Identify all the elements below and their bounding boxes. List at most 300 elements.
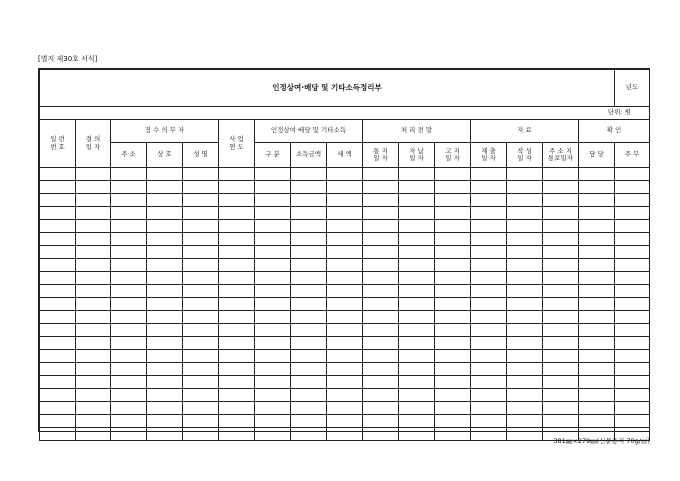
ledger-cell — [255, 311, 291, 324]
ledger-cell — [615, 220, 650, 233]
ledger-cell — [399, 285, 435, 298]
ledger-cell — [147, 298, 183, 311]
ledger-cell — [543, 324, 579, 337]
ledger-cell — [507, 259, 543, 272]
ledger-row — [40, 415, 650, 428]
ledger-cell — [327, 363, 363, 376]
ledger-cell — [399, 168, 435, 181]
ledger-cell — [363, 233, 399, 246]
ledger-cell — [615, 376, 650, 389]
ledger-cell — [40, 428, 76, 441]
ledger-cell — [507, 285, 543, 298]
ledger-cell — [76, 298, 111, 311]
ledger-cell — [363, 272, 399, 285]
ledger-cell — [327, 324, 363, 337]
ledger-cell — [327, 181, 363, 194]
ledger-cell — [219, 207, 255, 220]
ledger-cell — [507, 272, 543, 285]
ledger-cell — [327, 168, 363, 181]
ledger-cell — [399, 194, 435, 207]
ledger-cell — [579, 259, 615, 272]
ledger-cell — [399, 324, 435, 337]
ledger-cell — [543, 246, 579, 259]
ledger-cell — [327, 220, 363, 233]
ledger-cell — [291, 337, 327, 350]
ledger-cell — [579, 207, 615, 220]
ledger-cell — [183, 285, 219, 298]
ledger-cell — [471, 311, 507, 324]
ledger-cell — [291, 272, 327, 285]
header-confirm: 확 인 — [579, 120, 650, 143]
ledger-cell — [579, 168, 615, 181]
ledger-row — [40, 402, 650, 415]
ledger-row — [40, 246, 650, 259]
ledger-cell — [40, 350, 76, 363]
ledger-cell — [471, 376, 507, 389]
ledger-cell — [615, 311, 650, 324]
ledger-cell — [111, 350, 147, 363]
ledger-cell — [183, 389, 219, 402]
header-notification-date: 고 지 일 자 — [435, 143, 471, 168]
ledger-row — [40, 233, 650, 246]
ledger-cell — [111, 363, 147, 376]
ledger-cell — [615, 389, 650, 402]
ledger-cell — [363, 376, 399, 389]
ledger-cell — [291, 246, 327, 259]
ledger-cell — [291, 324, 327, 337]
ledger-cell — [615, 402, 650, 415]
ledger-cell — [40, 402, 76, 415]
ledger-cell — [471, 363, 507, 376]
ledger-cell — [507, 402, 543, 415]
ledger-cell — [363, 220, 399, 233]
ledger-cell — [291, 350, 327, 363]
header-serial-number: 일 련 번 호 — [40, 120, 76, 168]
ledger-cell — [507, 415, 543, 428]
ledger-cell — [579, 272, 615, 285]
ledger-cell — [615, 181, 650, 194]
ledger-cell — [76, 259, 111, 272]
ledger-cell — [183, 194, 219, 207]
ledger-cell — [435, 298, 471, 311]
ledger-cell — [255, 194, 291, 207]
header-tax: 세 액 — [327, 143, 363, 168]
ledger-cell — [76, 246, 111, 259]
ledger-row — [40, 311, 650, 324]
ledger-cell — [76, 428, 111, 441]
ledger-cell — [435, 428, 471, 441]
ledger-cell — [399, 233, 435, 246]
ledger-cell — [40, 246, 76, 259]
ledger-cell — [255, 298, 291, 311]
ledger-cell — [435, 402, 471, 415]
ledger-cell — [363, 259, 399, 272]
ledger-cell — [471, 207, 507, 220]
ledger-cell — [615, 324, 650, 337]
ledger-cell — [291, 220, 327, 233]
ledger-cell — [183, 181, 219, 194]
ledger-cell — [543, 389, 579, 402]
ledger-cell — [399, 402, 435, 415]
ledger-cell — [183, 337, 219, 350]
ledger-cell — [255, 337, 291, 350]
ledger-cell — [615, 233, 650, 246]
ledger-cell — [219, 272, 255, 285]
ledger-row — [40, 324, 650, 337]
ledger-cell — [219, 324, 255, 337]
ledger-cell — [615, 168, 650, 181]
ledger-cell — [219, 415, 255, 428]
ledger-cell — [471, 220, 507, 233]
ledger-cell — [507, 233, 543, 246]
ledger-cell — [147, 181, 183, 194]
ledger-cell — [543, 350, 579, 363]
ledger-cell — [147, 389, 183, 402]
ledger-cell — [40, 298, 76, 311]
ledger-cell — [435, 363, 471, 376]
ledger-cell — [219, 311, 255, 324]
ledger-cell — [76, 233, 111, 246]
ledger-cell — [219, 402, 255, 415]
ledger-cell — [399, 207, 435, 220]
ledger-cell — [327, 259, 363, 272]
ledger-cell — [183, 324, 219, 337]
ledger-cell — [291, 402, 327, 415]
ledger-cell — [579, 389, 615, 402]
ledger-cell — [183, 363, 219, 376]
ledger-cell — [579, 220, 615, 233]
ledger-cell — [183, 298, 219, 311]
ledger-cell — [543, 272, 579, 285]
ledger-cell — [255, 415, 291, 428]
ledger-cell — [543, 181, 579, 194]
ledger-cell — [615, 207, 650, 220]
ledger-cell — [327, 233, 363, 246]
ledger-row — [40, 337, 650, 350]
ledger-cell — [543, 220, 579, 233]
ledger-cell — [40, 207, 76, 220]
ledger-cell — [435, 233, 471, 246]
ledger-cell — [471, 428, 507, 441]
ledger-cell — [291, 428, 327, 441]
ledger-cell — [543, 168, 579, 181]
ledger-cell — [471, 350, 507, 363]
paper-spec-footer: 381㎜×279㎜(신문용지 70g/㎡) — [553, 437, 650, 445]
ledger-cell — [579, 194, 615, 207]
ledger-cell — [507, 428, 543, 441]
ledger-cell — [111, 376, 147, 389]
ledger-cell — [291, 207, 327, 220]
ledger-cell — [76, 194, 111, 207]
header-business-year: 사 업 연 도 — [219, 120, 255, 168]
ledger-cell — [76, 168, 111, 181]
ledger-cell — [435, 415, 471, 428]
ledger-cell — [543, 285, 579, 298]
ledger-cell — [219, 285, 255, 298]
ledger-cell — [579, 246, 615, 259]
header-trade-name: 상 호 — [147, 143, 183, 168]
ledger-cell — [111, 168, 147, 181]
ledger-cell — [543, 233, 579, 246]
ledger-cell — [111, 246, 147, 259]
ledger-cell — [111, 324, 147, 337]
header-in-charge: 담 당 — [579, 143, 615, 168]
ledger-cell — [291, 181, 327, 194]
ledger-cell — [219, 194, 255, 207]
ledger-cell — [435, 324, 471, 337]
ledger-cell — [399, 311, 435, 324]
ledger-cell — [363, 415, 399, 428]
ledger-cell — [579, 233, 615, 246]
ledger-cell — [111, 194, 147, 207]
ledger-cell — [507, 324, 543, 337]
ledger-cell — [76, 207, 111, 220]
ledger-cell — [147, 233, 183, 246]
ledger-cell — [471, 324, 507, 337]
ledger-cell — [471, 337, 507, 350]
ledger-cell — [219, 181, 255, 194]
ledger-cell — [615, 272, 650, 285]
ledger-cell — [507, 181, 543, 194]
ledger-cell — [435, 337, 471, 350]
ledger-cell — [579, 350, 615, 363]
header-category: 구 분 — [255, 143, 291, 168]
ledger-cell — [471, 298, 507, 311]
ledger-cell — [399, 272, 435, 285]
ledger-cell — [219, 259, 255, 272]
ledger-row — [40, 181, 650, 194]
ledger-cell — [507, 194, 543, 207]
header-withholding-agent: 징 수 의 무 자 — [111, 120, 219, 143]
ledger-cell — [399, 415, 435, 428]
ledger-cell — [363, 324, 399, 337]
ledger-cell — [40, 168, 76, 181]
ledger-cell — [255, 389, 291, 402]
ledger-cell — [363, 298, 399, 311]
ledger-cell — [435, 207, 471, 220]
ledger-cell — [435, 350, 471, 363]
ledger-cell — [291, 233, 327, 246]
ledger-cell — [76, 402, 111, 415]
ledger-cell — [543, 259, 579, 272]
ledger-cell — [507, 207, 543, 220]
ledger-cell — [255, 220, 291, 233]
ledger-cell — [435, 259, 471, 272]
header-chief: 주 무 — [615, 143, 650, 168]
ledger-cell — [615, 350, 650, 363]
form-number-label: [별지 제30호 서식] — [38, 55, 98, 63]
ledger-cell — [579, 298, 615, 311]
ledger-cell — [435, 220, 471, 233]
ledger-cell — [327, 246, 363, 259]
ledger-row — [40, 207, 650, 220]
ledger-cell — [543, 415, 579, 428]
ledger-cell — [363, 311, 399, 324]
ledger-cell — [219, 246, 255, 259]
ledger-cell — [255, 207, 291, 220]
ledger-cell — [255, 181, 291, 194]
ledger-cell — [147, 363, 183, 376]
ledger-cell — [579, 181, 615, 194]
ledger-cell — [327, 428, 363, 441]
ledger-cell — [363, 350, 399, 363]
ledger-cell — [111, 233, 147, 246]
ledger-cell — [111, 389, 147, 402]
ledger-cell — [579, 415, 615, 428]
ledger-cell — [183, 246, 219, 259]
ledger-cell — [111, 298, 147, 311]
ledger-cell — [291, 285, 327, 298]
ledger-cell — [76, 350, 111, 363]
ledger-cell — [40, 233, 76, 246]
ledger-cell — [111, 207, 147, 220]
ledger-cell — [111, 181, 147, 194]
ledger-cell — [219, 233, 255, 246]
ledger-title: 인정상여·배당 및 기타소득정리부 — [40, 70, 615, 107]
ledger-cell — [147, 350, 183, 363]
ledger-cell — [399, 259, 435, 272]
ledger-cell — [471, 415, 507, 428]
ledger-cell — [76, 376, 111, 389]
ledger-cell — [543, 194, 579, 207]
ledger-cell — [111, 311, 147, 324]
ledger-cell — [399, 350, 435, 363]
header-decision-date: 결 의 일 자 — [76, 120, 111, 168]
ledger-cell — [147, 337, 183, 350]
ledger-row — [40, 298, 650, 311]
ledger-cell — [471, 181, 507, 194]
ledger-cell — [291, 194, 327, 207]
header-notice-date: 통 지 일 자 — [363, 143, 399, 168]
ledger-cell — [76, 324, 111, 337]
ledger-cell — [219, 363, 255, 376]
ledger-cell — [147, 311, 183, 324]
ledger-cell — [363, 246, 399, 259]
ledger-cell — [40, 389, 76, 402]
ledger-cell — [219, 337, 255, 350]
ledger-cell — [111, 415, 147, 428]
ledger-cell — [363, 285, 399, 298]
ledger-cell — [255, 350, 291, 363]
ledger-cell — [147, 415, 183, 428]
ledger-cell — [255, 376, 291, 389]
ledger-cell — [615, 246, 650, 259]
ledger-cell — [471, 259, 507, 272]
ledger-cell — [327, 298, 363, 311]
ledger-cell — [363, 389, 399, 402]
ledger-cell — [111, 259, 147, 272]
ledger-cell — [579, 376, 615, 389]
ledger-cell — [147, 220, 183, 233]
ledger-cell — [399, 428, 435, 441]
ledger-cell — [76, 363, 111, 376]
ledger-cell — [255, 259, 291, 272]
ledger-cell — [399, 337, 435, 350]
ledger-cell — [327, 272, 363, 285]
ledger-cell — [76, 181, 111, 194]
ledger-cell — [147, 207, 183, 220]
ledger-row — [40, 272, 650, 285]
ledger-row — [40, 259, 650, 272]
ledger-cell — [219, 168, 255, 181]
ledger-cell — [147, 272, 183, 285]
ledger-cell — [507, 298, 543, 311]
ledger-cell — [507, 376, 543, 389]
ledger-cell — [255, 363, 291, 376]
ledger-cell — [363, 363, 399, 376]
ledger-cell — [291, 389, 327, 402]
ledger-body — [40, 168, 650, 441]
ledger-cell — [507, 220, 543, 233]
ledger-cell — [543, 298, 579, 311]
ledger-table — [39, 69, 650, 441]
ledger-cell — [471, 285, 507, 298]
header-income-amount: 소득금액 — [291, 143, 327, 168]
ledger-row — [40, 376, 650, 389]
ledger-cell — [399, 220, 435, 233]
ledger-cell — [471, 168, 507, 181]
ledger-cell — [435, 376, 471, 389]
ledger-cell — [76, 415, 111, 428]
ledger-cell — [147, 402, 183, 415]
ledger-cell — [255, 324, 291, 337]
ledger-cell — [183, 311, 219, 324]
ledger-cell — [471, 194, 507, 207]
ledger-cell — [399, 389, 435, 402]
header-processing: 처 리 전 말 — [363, 120, 471, 143]
ledger-cell — [183, 207, 219, 220]
ledger-cell — [183, 428, 219, 441]
ledger-cell — [471, 233, 507, 246]
ledger-cell — [399, 363, 435, 376]
ledger-cell — [111, 428, 147, 441]
ledger-cell — [40, 194, 76, 207]
ledger-cell — [615, 363, 650, 376]
ledger-cell — [291, 298, 327, 311]
ledger-cell — [507, 168, 543, 181]
ledger-cell — [507, 311, 543, 324]
ledger-cell — [363, 181, 399, 194]
ledger-cell — [435, 311, 471, 324]
ledger-cell — [363, 402, 399, 415]
ledger-cell — [291, 415, 327, 428]
ledger-row — [40, 389, 650, 402]
ledger-cell — [327, 415, 363, 428]
ledger-cell — [435, 168, 471, 181]
ledger-cell — [327, 376, 363, 389]
ledger-cell — [255, 402, 291, 415]
header-address-notice-date: 주 소 지 통보일자 — [543, 143, 579, 168]
ledger-cell — [579, 324, 615, 337]
ledger-cell — [399, 246, 435, 259]
ledger-cell — [615, 298, 650, 311]
ledger-cell — [507, 363, 543, 376]
ledger-cell — [291, 363, 327, 376]
ledger-cell — [363, 194, 399, 207]
ledger-cell — [579, 311, 615, 324]
ledger-cell — [219, 428, 255, 441]
ledger-cell — [219, 376, 255, 389]
ledger-cell — [543, 376, 579, 389]
ledger-cell — [183, 272, 219, 285]
header-self-payment-date: 자 납 일 자 — [399, 143, 435, 168]
ledger-cell — [327, 350, 363, 363]
ledger-cell — [543, 337, 579, 350]
ledger-cell — [111, 285, 147, 298]
ledger-cell — [399, 376, 435, 389]
header-preparation-date: 작 성 일 자 — [507, 143, 543, 168]
ledger-cell — [327, 402, 363, 415]
